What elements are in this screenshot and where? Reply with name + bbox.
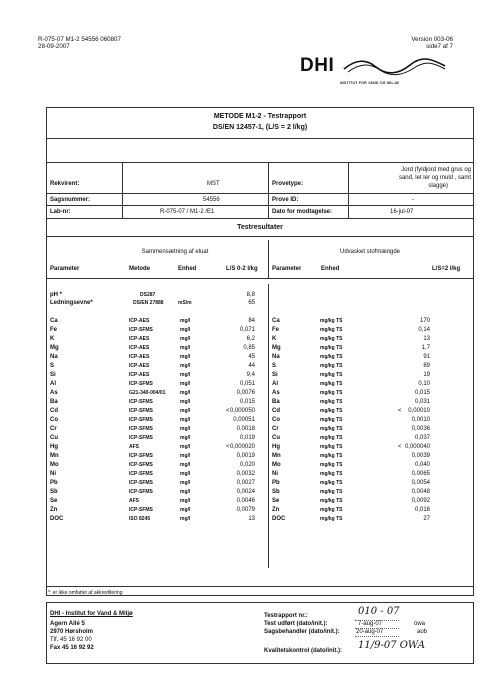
cell-method: ICP-SFMS [129,462,153,468]
cell-method: ICP-SFMS [129,507,153,513]
cell-unit: mg/l [180,381,191,387]
cell-less-than-right: < [398,444,402,450]
sagsbehandler-date: 20-aug-07 [356,629,384,635]
cell-value-right: 0,015 [414,390,430,396]
cell-unit-right: mg/kg TS [320,453,343,459]
table-row [0,507,487,516]
cell-parameter: Ba [50,399,58,405]
cell-unit-right: mg/kg TS [320,498,343,504]
table-row [0,408,487,417]
cell-parameter-right: Co [272,417,280,423]
cell-less-than-right: < [398,408,402,414]
cell-method: ICP-AES [129,336,150,342]
cell-parameter-right: Cu [272,435,280,441]
cell-unit-right: mg/kg TS [320,390,343,396]
cell-value-right: 0,040 [414,462,430,468]
cell-unit-right: mg/kg TS [320,462,343,468]
table-row [0,426,487,435]
cell-parameter-right: Al [272,381,278,387]
col-parameter-right: Parameter [272,266,302,272]
cell-parameter-right: K [272,336,277,342]
table-row [0,498,487,507]
table-row [0,381,487,390]
cell-parameter: Co [50,417,58,423]
cell-method: ICP-SFMS [129,327,153,333]
logo-text: DHI [300,55,335,76]
cell-unit: mg/l [180,462,191,468]
cell-parameter-right: Ni [272,471,278,477]
cell-value: 0,015 [239,399,255,405]
table-row [0,489,487,498]
cell-method: ICP-SFMS [129,399,153,405]
labnr-value: R-075-07 / M1-2 /E1 [160,209,215,215]
cell-value-right: 91 [423,354,430,360]
test-udfort-label: Test udført (dato/init.): [264,621,328,627]
page-subtitle: DS/EN 12457-1, (L/S = 2 l/kg) [212,124,308,131]
dato-value: 16-jul-07 [390,209,414,215]
cell-unit: mg/l [180,345,191,351]
sagsnummer-label: Sagsnummer: [50,197,91,203]
cell-unit: mg/l [180,471,191,477]
cell-unit: mg/l [180,408,191,414]
info-top-line [46,162,473,163]
cell-method: ICP-SFMS [129,480,153,486]
dotted-line-3 [355,636,399,637]
footer-address2: 2970 Hørsholm [50,629,94,635]
table-row [0,444,487,453]
cell-value-right: 0,037 [414,435,430,441]
cell-value-right: 0,0054 [411,480,430,486]
footer-institute: DHI - Institut for Vand & Miljø [50,611,133,617]
footer-tlf: Tlf. 45 16 92 00 [50,637,92,643]
version: Version 003-06 [411,36,453,43]
cell-parameter: Fe [50,327,58,333]
table-row [0,462,487,471]
table-row [0,327,487,336]
conductivity-unit: mS/m [178,300,192,306]
cell-unit: mg/l [180,417,191,423]
cell-value-right: 0,016 [414,507,430,513]
provetype-value-2: sand, let ler og muld , samt [398,175,471,181]
cell-unit: mg/l [180,507,191,513]
labnr-label: Lab-nr: [50,209,71,215]
cell-unit-right: mg/kg TS [320,345,343,351]
table-row [0,318,487,327]
cell-parameter: As [50,390,58,396]
cell-unit-right: mg/kg TS [320,381,343,387]
cell-parameter: Se [50,498,58,504]
ph-value: 8,8 [246,292,255,298]
footer-fax: Fax 45 16 92 92 [50,645,94,651]
cell-unit: mg/l [180,399,191,405]
cell-parameter: Cr [50,426,57,432]
kvalitet-label: Kvalitetskontrol (dato/init.): [264,648,342,654]
cell-value-right: 0,031 [414,399,430,405]
cell-unit-right: mg/kg TS [320,363,343,369]
ph-method: DS287 [140,292,156,298]
provetype-value-3: slagge) [428,183,448,189]
cell-value: 0,0079 [236,507,255,513]
cell-unit-right: mg/kg TS [320,507,343,513]
dato-label: Dato for modtagelse: [272,209,333,215]
cell-unit: mg/l [180,444,191,450]
cell-parameter: Hg [50,444,58,450]
cell-method: ICP-SFMS [129,435,153,441]
table-row [0,399,487,408]
cell-parameter: Mn [50,453,59,459]
cell-method: AFS [129,444,139,450]
cell-value: 0,020 [239,462,255,468]
provetype-label: Provetype: [272,181,304,187]
sagsbehandler-label: Sagsbehandler (dato/init.): [264,629,340,635]
cell-unit: mg/l [180,363,191,369]
cell-method: ISO 8245 [129,516,151,522]
cell-method: ICP-AES [129,372,150,378]
cell-value-right: 0,10 [418,381,430,387]
cell-method: ICP-AES [129,345,150,351]
cell-unit-right: mg/kg TS [320,399,343,405]
cell-parameter-right: Fe [272,327,280,333]
cell-value-right: 0,000040 [404,444,430,450]
cell-value: 0,071 [239,327,255,333]
cell-unit-right: mg/kg TS [320,444,343,450]
results-title-line [46,236,473,237]
cell-unit-right: mg/kg TS [320,480,343,486]
table-row [0,363,487,372]
cell-value-right: 89 [423,363,430,369]
cell-parameter-right: Se [272,498,280,504]
cell-method: ICP-SFMS [129,408,153,414]
col-parameter: Parameter [50,266,80,272]
sagsbehandler-init: aob [417,629,428,635]
logo-subtitle: INSTITUT FOR VAND OG MILJØ [340,81,399,85]
cell-unit: mg/l [180,435,191,441]
footnote: *: er ikke omfattet af akkreditering [48,590,123,596]
table-row [0,372,487,381]
cell-method: ICP-AES [129,354,150,360]
left-heading: Sammensætning af eluat [141,249,209,255]
sagsnummer-value: 54556 [203,197,220,203]
cell-value-right: 1,7 [421,345,430,351]
kvalitet-value: 11/9-07 OWA [358,640,425,651]
cell-parameter: Mo [50,462,59,468]
cell-parameter: Si [50,372,56,378]
cell-value: 0,0032 [236,471,255,477]
table-row [0,336,487,345]
col-enhed-right: Enhed [321,266,340,272]
footnote-line [46,586,473,587]
cell-value-right: 170 [419,318,430,324]
table-row [0,516,487,525]
cell-unit: mg/l [180,372,191,378]
cell-parameter-right: DOC [272,516,286,522]
cell-parameter: Na [50,354,58,360]
col-metode: Metode [129,266,150,272]
cell-value: 9,4 [246,372,255,378]
cell-unit: mg/l [180,390,191,396]
report-reference: R-075-07 M1-2 54556 060807 [38,36,121,43]
conductivity-param: Ledningsevne* [50,300,93,306]
cell-value: 0,0019 [236,453,255,459]
info-divider-3 [348,162,349,218]
testrapport-label: Testrapport nr.: [264,613,308,619]
cell-value: 13 [248,516,255,522]
cell-parameter: K [50,336,55,342]
cell-value-right: 0,0092 [411,498,430,504]
cell-value-right: 0,14 [418,327,430,333]
rekvirent-value: MST [207,181,220,187]
cell-value-right: 19 [423,372,430,378]
cell-method: ICP-AES [129,318,150,324]
cell-value: 0,0024 [236,489,255,495]
cell-method: ICP-SFMS [129,417,153,423]
cell-value-right: 0,00010 [408,408,430,414]
cell-value: 0,0076 [236,390,255,396]
cell-unit-right: mg/kg TS [320,516,343,522]
cell-unit: mg/l [180,318,191,324]
cell-parameter-right: Sb [272,489,280,495]
cell-parameter: DOC [50,516,64,522]
cell-unit: mg/l [180,516,191,522]
cell-value: 45 [248,354,255,360]
conductivity-method: DS/EN 27888 [133,300,164,306]
cell-unit-right: mg/kg TS [320,336,343,342]
cell-unit-right: mg/kg TS [320,327,343,333]
cell-parameter: Sb [50,489,58,495]
report-date: 28-09-2007 [38,43,70,50]
table-row [0,354,487,363]
prove-id-label: Prove ID: [272,197,299,203]
col-ls2: L/S=2 l/kg [432,266,461,272]
table-row [0,417,487,426]
cell-value-right: 0,0010 [411,417,430,423]
col-ls02: L/S 0-2 l/kg [226,266,258,272]
table-row [0,435,487,444]
cell-value-right: 0,0036 [411,426,430,432]
cell-value-right: 27 [423,516,430,522]
cell-unit-right: mg/kg TS [320,408,343,414]
table-row [0,471,487,480]
cell-unit: mg/l [180,336,191,342]
cell-parameter-right: As [272,390,280,396]
cell-parameter-right: Zn [272,507,280,513]
cell-parameter: Ni [50,471,56,477]
rekvirent-label: Rekvirent: [50,181,80,187]
cell-value-right: 0,0065 [411,471,430,477]
cell-parameter-right: Cr [272,426,279,432]
cell-value: 0,000050 [229,408,255,414]
ph-param: pH * [50,292,62,298]
cell-unit: mg/l [180,453,191,459]
wave-icon [342,57,447,77]
cell-parameter: Zn [50,507,58,513]
cell-parameter-right: S [272,363,277,369]
cell-parameter-right: Mo [272,462,281,468]
cell-parameter-right: Ca [272,318,280,324]
cell-value: 0,0027 [236,480,255,486]
cell-method: ICP-AES [129,363,150,369]
footer-address1: Agern Allé 5 [50,621,85,627]
page-title: METODE M1-2 - Testrapport [213,113,307,120]
cell-value-right: 0,0048 [411,489,430,495]
cell-unit-right: mg/kg TS [320,489,343,495]
cell-unit-right: mg/kg TS [320,417,343,423]
cell-value: 84 [248,318,255,324]
cell-unit-right: mg/kg TS [320,318,343,324]
dotted-line-1 [355,620,399,621]
cell-unit: mg/l [180,489,191,495]
cell-unit: mg/l [180,354,191,360]
cell-method: G21-340-004/01 [129,390,166,396]
cell-value: 0,0018 [236,426,255,432]
info-divider-2 [268,162,269,218]
cell-parameter-right: Na [272,354,280,360]
col-header-line [46,278,473,279]
table-row [0,345,487,354]
cell-value: 0,019 [239,435,255,441]
cell-method: AFS [129,498,139,504]
cell-parameter-right: Mg [272,345,281,351]
test-udfort-date: 7-aug-07 [358,621,383,627]
provetype-value-1: Jord (fyldjord med grus og [401,167,471,173]
testrapport-value: 010 - 07 [358,606,400,617]
cell-value: 6,2 [246,336,255,342]
cell-unit-right: mg/kg TS [320,435,343,441]
cell-parameter: Ca [50,318,58,324]
cell-parameter: Al [50,381,56,387]
prove-id-value: - [412,197,414,203]
right-heading: Udvasket stofmængde [339,249,401,255]
cell-value: 0,0046 [236,498,255,504]
cell-parameter-right: Mn [272,453,281,459]
cell-method: ICP-SFMS [129,453,153,459]
dhi-logo [300,55,450,95]
cell-value: 44 [248,363,255,369]
cell-parameter-right: Si [272,372,278,378]
cell-method: ICP-SFMS [129,489,153,495]
title-divider [46,138,473,139]
cell-value: 0,85 [243,345,255,351]
cell-unit: mg/l [180,426,191,432]
cell-parameter-right: Ba [272,399,280,405]
conductivity-value: 65 [248,300,255,306]
cell-value: 0,051 [239,381,255,387]
table-row [0,390,487,399]
cell-method: ICP-SFMS [129,381,153,387]
cell-unit-right: mg/kg TS [320,471,343,477]
info-divider-1 [122,162,123,218]
table-row [0,480,487,489]
cell-value-right: 13 [423,336,430,342]
cell-parameter: Cu [50,435,58,441]
cell-unit-right: mg/kg TS [320,372,343,378]
results-title: Testresultater [237,224,283,231]
cell-parameter: Pb [50,480,58,486]
table-row [0,453,487,462]
cell-method: ICP-SFMS [129,426,153,432]
cell-value-right: 0,0039 [411,453,430,459]
cell-unit: mg/l [180,327,191,333]
test-udfort-init: owa [414,621,426,627]
cell-value: 0,000020 [229,444,255,450]
cell-parameter: Mg [50,345,59,351]
cell-less-than: < [226,444,230,450]
info-bottom-line [46,218,473,219]
cell-less-than: < [226,408,230,414]
cell-value: 0,00051 [233,417,255,423]
cell-unit: mg/l [180,480,191,486]
cell-parameter: Cd [50,408,58,414]
cell-unit-right: mg/kg TS [320,354,343,360]
info-line-1 [46,193,473,194]
cell-parameter-right: Hg [272,444,280,450]
cell-parameter-right: Pb [272,480,280,486]
cell-parameter-right: Cd [272,408,280,414]
info-line-2 [46,205,473,206]
results-table [0,318,487,548]
col-enhed: Enhed [178,266,197,272]
dotted-line-2 [355,628,399,629]
cell-parameter: S [50,363,55,369]
cell-unit-right: mg/kg TS [320,426,343,432]
results-divider-top [268,240,269,278]
cell-unit: mg/l [180,498,191,504]
page-number: side7 af 7 [426,43,453,50]
cell-method: ICP-SFMS [129,471,153,477]
